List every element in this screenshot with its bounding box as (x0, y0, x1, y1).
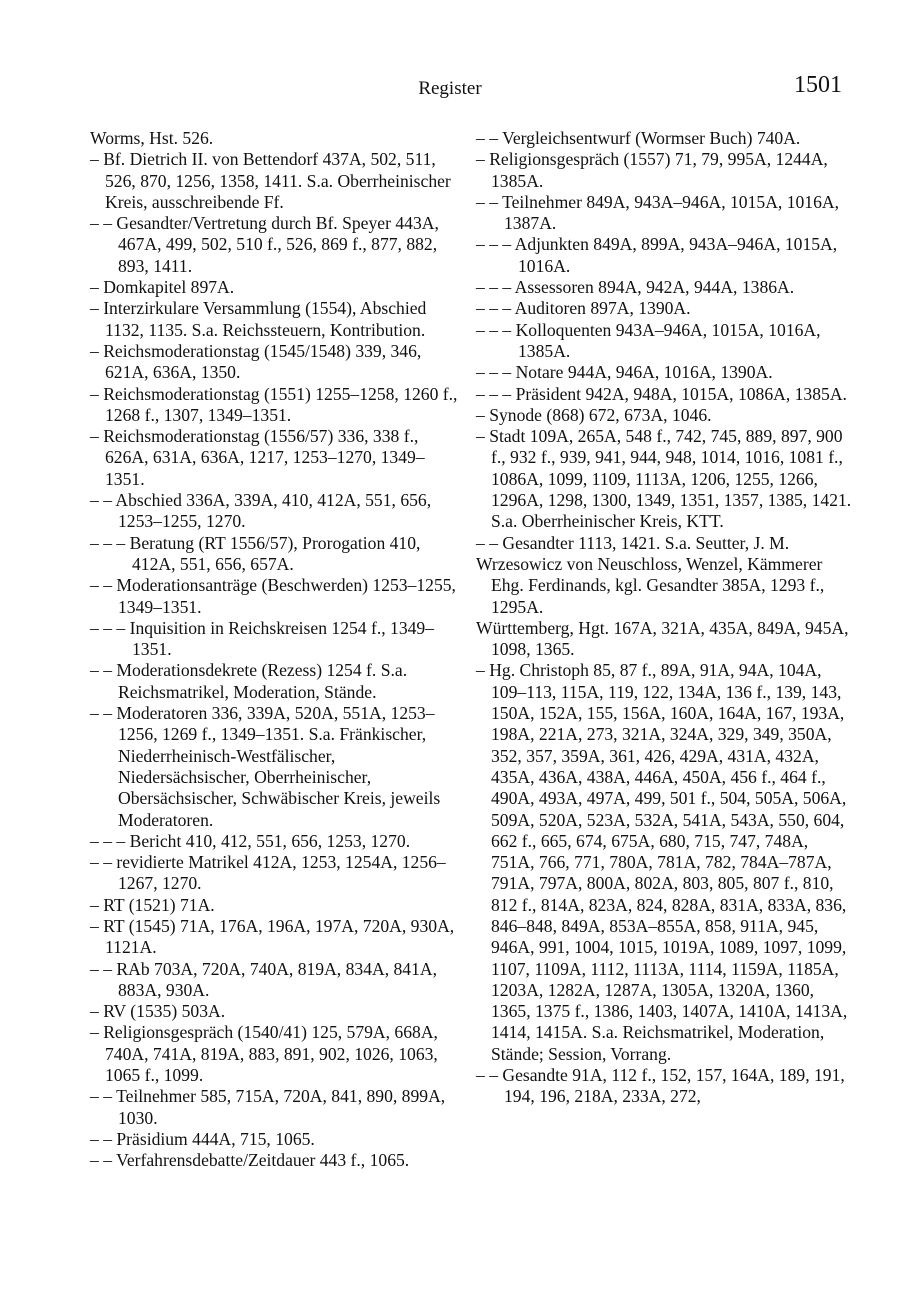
index-entry: – RV (1535) 503A. (90, 1001, 226, 1022)
index-entry: – – Verfahrensdebatte/Zeitdauer 443 f., 1065. (90, 1150, 410, 1171)
index-entry: – Reichsmoderationstag (1551) 1255–1258, 1260 f., 1268 f., 1307, 1349–1351. (90, 383, 458, 425)
index-entry: – – – Adjunkten 849A, 899A, 943A–946A, 1015A, 1016A. (476, 234, 838, 276)
index-entry: – – – Bericht 410, 412, 551, 656, 1253, 1270. (90, 830, 411, 851)
index-entry: Wrzesowicz von Neuschloss, Wenzel, Kämmerer Ehg. Ferdinands, kgl. Gesandter 385A, 1293 f., 1295A. (476, 553, 825, 617)
index-entry: – – Teilnehmer 849A, 943A–946A, 1015A, 1016A, 1387A. (476, 191, 839, 234)
index-entry: – – Moderatoren 336, 339A, 520A, 551A, 1253–1256, 1269 f., 1349–1351. S.a. Fränkischer, Niederrheinisch-Westfälischer, Niedersächsischer, Oberrheinischer, Obersächsischer, Schwäbischer Kreis, jeweils Moderatoren. (90, 703, 441, 830)
running-head: Register (418, 78, 482, 99)
index-entry: – Hg. Christoph 85, 87 f., 89A, 91A, 94A, 104A, 109–113, 115A, 119, 122, 134A, 136 f., 139, 143, 150A, 152A, 155, 156A, 160A, 164A, 167, 193A, 198A, 221A, 273, 321A, 324A, 329, 349, 350A, 352, 357, 359A, 361, 426, 429A, 431A, 432A, 435A, 436A, 438A, 446A, 450A, 456 f., 464 f., 490A, 493A, 497A, 499, 501 f., 504, 505A, 506A, 509A, 520A, 523A, 532A, 541A, 543A, 550, 604, 662 f., 665, 674, 675A, 680, 715, 747, 748A, 751A, 766, 771, 780A, 781A, 782, 784A–787A, 791A, 797A, 800A, 802A, 803, 805, 807 f., 810, 812 f., 814A, 823A, 824, 828A, 831A, 833A, 836, 846–848, 849A, 853A–855A, 858, 911A, 945, 946A, 991, 1004, 1015, 1019A, 1089, 1097, 1099, 1107, 1109A, 1112, 1113A, 1114, 1159A, 1185A, 1203A, 1282A, 1287A, 1305A, 1320A, 1360, 1365, 1375 f., 1386, 1403, 1407A, 1410A, 1413A, 1414, 1415A. S.a. Reichsmatrikel, Moderation, Stände; Session, Vorrang. (476, 660, 848, 1064)
index-entry: – – – Beratung (RT 1556/57), Prorogation 410, 412A, 551, 656, 657A. (90, 532, 421, 574)
index-entry: – – revidierte Matrikel 412A, 1253, 1254A, 1256–1267, 1270. (90, 852, 446, 894)
index-entry: – – Moderationsanträge (Beschwerden) 1253–1255, 1349–1351. (90, 575, 456, 617)
index-entry: – – – Präsident 942A, 948A, 1015A, 1086A, 1385A. (476, 383, 847, 404)
index-entry: – Bf. Dietrich II. von Bettendorf 437A, 502, 511, 526, 870, 1256, 1358, 1411. S.a. Oberrheinischer Kreis, ausschreibende Ff. (90, 149, 451, 212)
index-entry: – – Gesandte 91A, 112 f., 152, 157, 164A, 189, 191, 194, 196, 218A, 233A, 272, (476, 1065, 845, 1107)
index-entry: – – Vergleichsentwurf (Wormser Buch) 740A. (476, 128, 801, 148)
index-entry: – Interzirkulare Versammlung (1554), Abschied 1132, 1135. S.a. Reichssteuern, Kontribution. (90, 298, 427, 340)
index-entry: – RT (1545) 71A, 176A, 196A, 197A, 720A, 930A, 1121A. (90, 915, 455, 958)
index-entry: – – Präsidium 444A, 715, 1065. (90, 1128, 315, 1149)
page-number: 1501 (794, 72, 842, 98)
index-entry: – – Teilnehmer 585, 715A, 720A, 841, 890, 899A, 1030. (90, 1086, 446, 1128)
index-entry: – – Abschied 336A, 339A, 410, 412A, 551, 656, 1253–1255, 1270. (90, 490, 432, 532)
index-entry: – Domkapitel 897A. (90, 277, 235, 298)
index-entry: – – – Notare 944A, 946A, 1016A, 1390A. (476, 362, 773, 383)
index-entry: Württemberg, Hgt. 167A, 321A, 435A, 849A, 945A, 1098, 1365. (476, 617, 849, 660)
index-entry: Worms, Hst. 526. (90, 128, 214, 148)
index-entry: – Religionsgespräch (1540/41) 125, 579A, 668A, 740A, 741A, 819A, 883, 891, 902, 1026, 1063, 1065 f., 1099. (90, 1022, 438, 1086)
index-entry: – Reichsmoderationstag (1556/57) 336, 338 f., 626A, 631A, 636A, 1217, 1253–1270, 1349–1351. (90, 426, 425, 489)
index-entry: – – Gesandter/Vertretung durch Bf. Speyer 443A, 467A, 499, 502, 510 f., 526, 869 f., 877, 882, 893, 1411. (90, 213, 439, 276)
index-column-left (90, 128, 462, 1172)
index-entry: – – – Auditoren 897A, 1390A. (476, 298, 691, 319)
index-entry: – Stadt 109A, 265A, 548 f., 742, 745, 889, 897, 900 f., 932 f., 939, 941, 944, 948, 1014, 1016, 1081 f., 1086A, 1099, 1109, 1113A, 1206, 1255, 1266, 1296A, 1298, 1300, 1349, 1351, 1357, 1385, 1421. S.a. Oberrheinischer Kreis, KTT. (476, 426, 852, 532)
index-entry: – – Moderationsdekrete (Rezess) 1254 f. S.a. Reichsmatrikel, Moderation, Stände. (90, 660, 408, 702)
index-entry: – Synode (868) 672, 673A, 1046. (476, 404, 712, 425)
index-entry: – Reichsmoderationstag (1545/1548) 339, 346, 621A, 636A, 1350. (90, 340, 422, 383)
index-entry: – RT (1521) 71A. (90, 894, 215, 915)
index-entry: – – – Kolloquenten 943A–946A, 1015A, 1016A, 1385A. (476, 319, 821, 361)
index-entry: – – – Inquisition in Reichskreisen 1254 f., 1349–1351. (90, 617, 435, 660)
index-column-right (476, 128, 854, 1108)
index-entry: – Religionsgespräch (1557) 71, 79, 995A, 1244A, 1385A. (476, 149, 828, 191)
index-entry: – – Gesandter 1113, 1421. S.a. Seutter, J. M. (476, 532, 790, 553)
index-entry: – – RAb 703A, 720A, 740A, 819A, 834A, 841A, 883A, 930A. (90, 958, 437, 1000)
index-entry: – – – Assessoren 894A, 942A, 944A, 1386A. (476, 277, 795, 298)
